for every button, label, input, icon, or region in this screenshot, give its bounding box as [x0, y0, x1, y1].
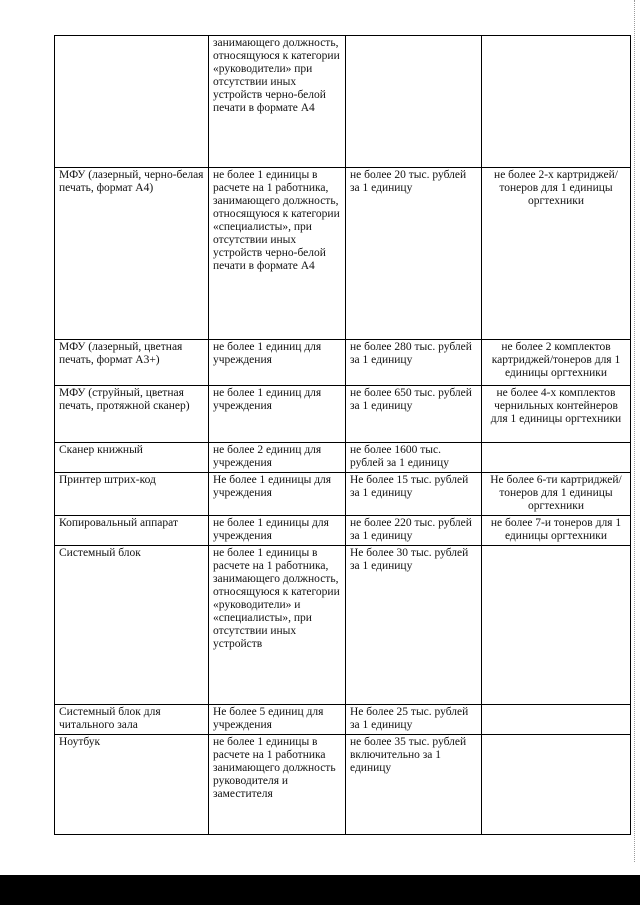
price-cell: не более 35 тыс. рублей включительно за 1 единицу	[346, 735, 482, 835]
price-cell: не более 220 тыс. рублей за 1 единицу	[346, 516, 482, 546]
consumables-cell	[482, 443, 631, 473]
quantity-cell: Не более 1 единицы для учреждения	[209, 473, 346, 516]
quantity-cell: не более 1 единицы в расчете на 1 работника занимающего должность руководителя и заместителя	[209, 735, 346, 835]
consumables-cell: не более 4-х комплектов чернильных контейнеров для 1 единицы оргтехники	[482, 386, 631, 443]
device-cell: МФУ (струйный, цветная печать, протяжной сканер)	[55, 386, 209, 443]
device-cell: Системный блок	[55, 546, 209, 705]
table-row	[55, 168, 631, 340]
equipment-norms-table	[54, 35, 631, 835]
quantity-cell: не более 1 единицы в расчете на 1 работника, занимающего должность, относящуюся к категории «специалисты», при отсутствии иных устройств черно-белой печати в формате А4	[209, 168, 346, 340]
price-cell: не более 280 тыс. рублей за 1 единицу	[346, 340, 482, 386]
device-cell: МФУ (лазерный, цветная печать, формат А3+)	[55, 340, 209, 386]
device-cell: МФУ (лазерный, черно-белая печать, формат А4)	[55, 168, 209, 340]
device-cell: Ноутбук	[55, 735, 209, 835]
consumables-cell	[482, 546, 631, 705]
device-cell	[55, 36, 209, 168]
table-row	[55, 735, 631, 835]
price-cell: Не более 30 тыс. рублей за 1 единицу	[346, 546, 482, 705]
quantity-cell: не более 1 единицы для учреждения	[209, 516, 346, 546]
quantity-cell: не более 1 единиц для учреждения	[209, 386, 346, 443]
consumables-cell: не более 7-и тонеров для 1 единицы оргтехники	[482, 516, 631, 546]
table-row	[55, 705, 631, 735]
device-cell: Принтер штрих-код	[55, 473, 209, 516]
consumables-cell: Не более 6-ти картриджей/тонеров для 1 единицы оргтехники	[482, 473, 631, 516]
scan-bottom-border	[0, 875, 640, 905]
table-row	[55, 443, 631, 473]
price-cell	[346, 36, 482, 168]
table-row	[55, 546, 631, 705]
page-edge-divider	[634, 0, 636, 862]
price-cell: Не более 25 тыс. рублей за 1 единицу	[346, 705, 482, 735]
quantity-cell: не более 1 единицы в расчете на 1 работника, занимающего должность, относящуюся к категории «руководители» и «специалисты», при отсутствии иных устройств	[209, 546, 346, 705]
table-row	[55, 386, 631, 443]
table-row	[55, 473, 631, 516]
quantity-cell: не более 1 единиц для учреждения	[209, 340, 346, 386]
device-cell: Копировальный аппарат	[55, 516, 209, 546]
price-cell: не более 1600 тыс. рублей за 1 единицу	[346, 443, 482, 473]
quantity-cell: занимающего должность, относящуюся к категории «руководители» при отсутствии иных устройств черно-белой печати в формате А4	[209, 36, 346, 168]
table-row	[55, 516, 631, 546]
quantity-cell: не более 2 единиц для учреждения	[209, 443, 346, 473]
consumables-cell	[482, 36, 631, 168]
device-cell: Системный блок для читального зала	[55, 705, 209, 735]
consumables-cell: не более 2-х картриджей/тонеров для 1 единицы оргтехники	[482, 168, 631, 340]
consumables-cell	[482, 735, 631, 835]
price-cell: не более 650 тыс. рублей за 1 единицу	[346, 386, 482, 443]
table-row	[55, 36, 631, 168]
price-cell: Не более 15 тыс. рублей за 1 единицу	[346, 473, 482, 516]
consumables-cell	[482, 705, 631, 735]
quantity-cell: Не более 5 единиц для учреждения	[209, 705, 346, 735]
price-cell: не более 20 тыс. рублей за 1 единицу	[346, 168, 482, 340]
table-row	[55, 340, 631, 386]
device-cell: Сканер книжный	[55, 443, 209, 473]
consumables-cell: не более 2 комплектов картриджей/тонеров для 1 единицы оргтехники	[482, 340, 631, 386]
